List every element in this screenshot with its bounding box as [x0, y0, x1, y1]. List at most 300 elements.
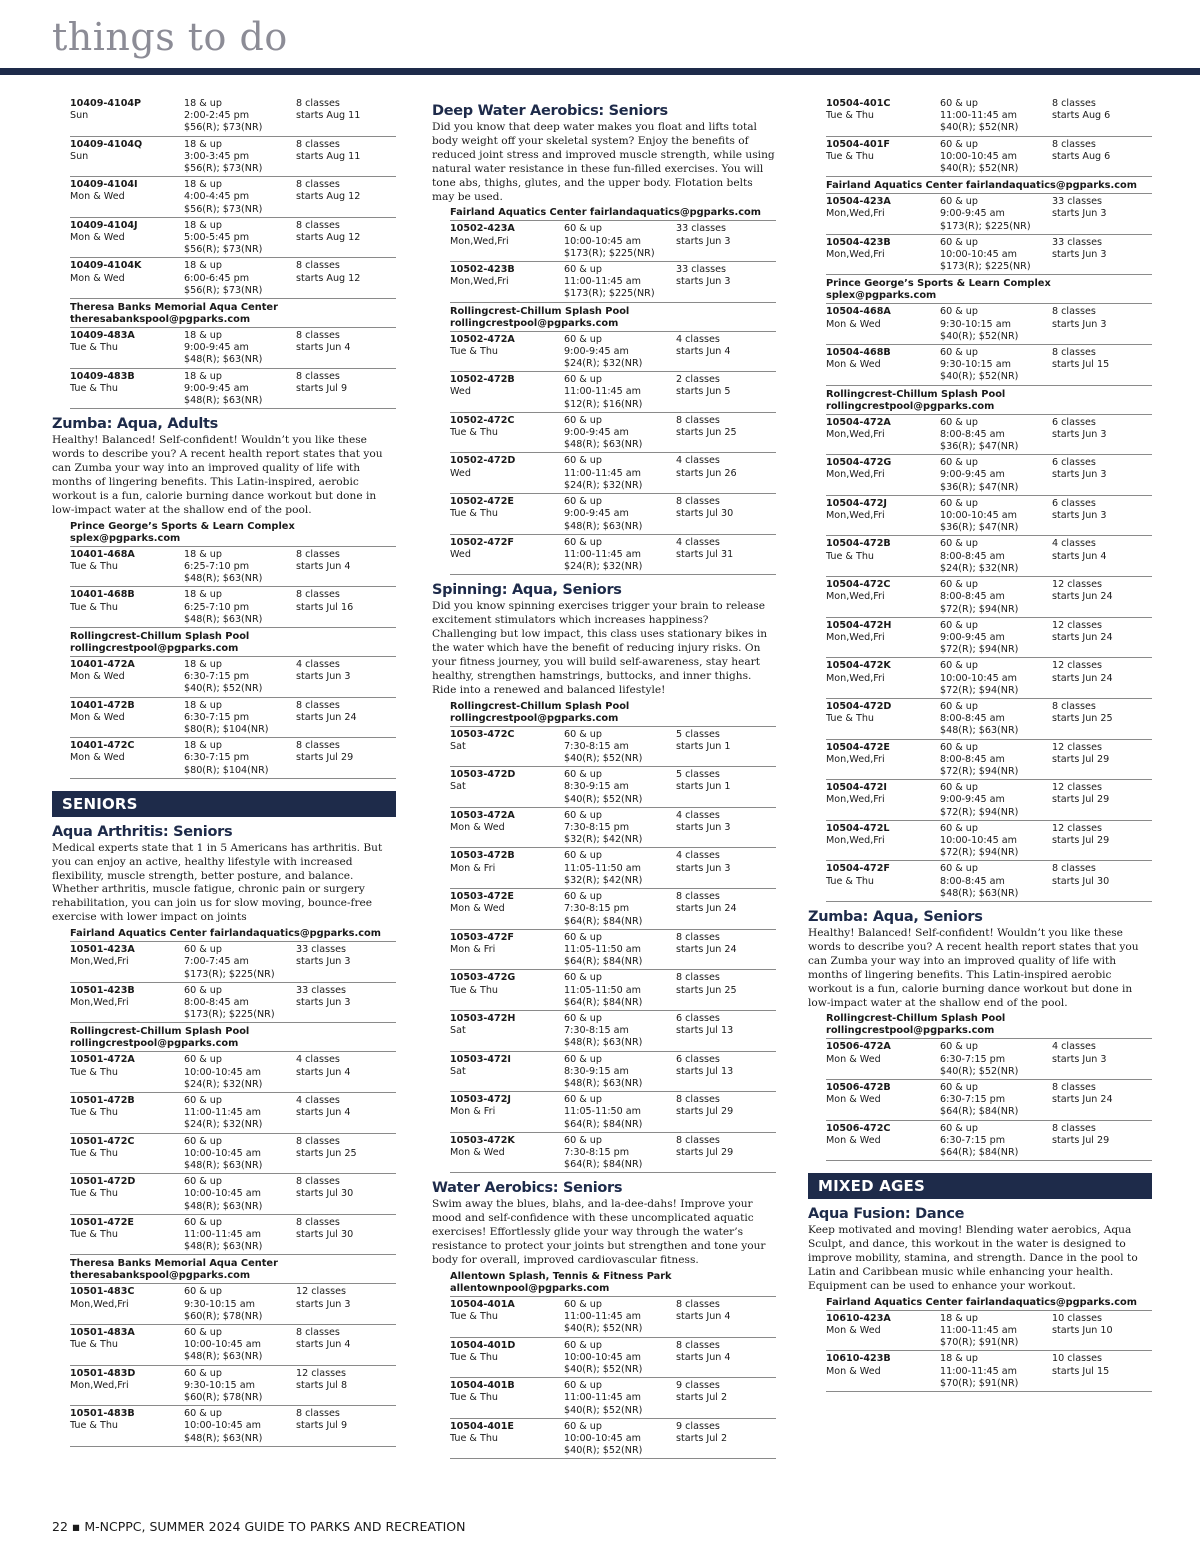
course-code: 10409-4104K [70, 260, 142, 272]
age-range: 60 & up [564, 414, 602, 426]
session-row [70, 1093, 396, 1134]
session-id-cell [450, 972, 564, 1009]
age-range: 60 & up [564, 536, 602, 548]
start-date: starts Jun 3 [1052, 469, 1107, 481]
session-detail-cell [184, 1136, 296, 1173]
start-date: starts Jun 24 [1052, 672, 1113, 684]
course-code: 10503-472I [450, 1053, 511, 1065]
session-time: 10:00-10:45 am [940, 672, 1018, 684]
age-range: 60 & up [564, 455, 602, 467]
session-count-cell [676, 891, 776, 928]
session-row [450, 535, 776, 576]
session-row [826, 137, 1152, 178]
session-time: 6:30-7:15 pm [184, 671, 250, 683]
session-count-cell [1052, 1353, 1152, 1390]
age-range: 18 & up [184, 219, 222, 231]
age-range: 60 & up [940, 538, 978, 550]
class-count: 8 classes [1052, 1122, 1096, 1134]
session-count-cell [676, 1340, 776, 1377]
location-group [808, 275, 1152, 385]
session-list [70, 942, 396, 1023]
age-range: 60 & up [564, 1339, 602, 1351]
session-time: 9:00-9:45 am [940, 208, 1005, 220]
age-range: 60 & up [564, 1298, 602, 1310]
section-heading: SENIORS [52, 791, 396, 817]
session-count-cell [296, 700, 396, 737]
session-fee: $24(R); $32(NR) [564, 358, 643, 370]
class-count: 8 classes [1052, 863, 1096, 875]
session-count-cell [1052, 196, 1152, 233]
location-line: Prince George’s Sports & Learn Complex [70, 520, 295, 532]
location-group [808, 1294, 1152, 1392]
column-right [808, 96, 1152, 1392]
course-code: 10504-401F [826, 138, 890, 150]
start-date: starts Aug 12 [296, 232, 361, 244]
location-group [52, 96, 396, 299]
session-id-cell [70, 740, 184, 777]
start-date: starts Jul 30 [296, 1188, 354, 1200]
session-id-cell [70, 1327, 184, 1364]
session-id-cell [826, 620, 940, 657]
age-range: 60 & up [564, 374, 602, 386]
session-row [826, 345, 1152, 386]
session-count-cell [676, 374, 776, 411]
start-date: starts Jun 4 [296, 1107, 351, 1119]
session-count-cell [1052, 1123, 1152, 1160]
session-count-cell [1052, 498, 1152, 535]
start-date: starts Jun 25 [1052, 713, 1113, 725]
start-date: starts Jun 24 [1052, 1094, 1113, 1106]
session-time: 11:00-11:45 am [184, 1107, 262, 1119]
session-days: Sat [450, 740, 466, 752]
session-fee: $48(R); $63(NR) [184, 573, 263, 585]
course-code: 10501-483C [70, 1286, 135, 1298]
session-count-cell [1052, 306, 1152, 343]
class-count: 4 classes [676, 809, 720, 821]
session-row [826, 96, 1152, 137]
session-fee: $56(R); $73(NR) [184, 203, 263, 215]
course-code: 10409-4104Q [70, 138, 143, 150]
session-count-cell [296, 1408, 396, 1445]
session-row [826, 1351, 1152, 1392]
course-title: Deep Water Aerobics: Seniors [432, 103, 668, 119]
session-detail-cell [184, 1327, 296, 1364]
session-days: Mon & Wed [826, 1365, 881, 1377]
session-count-cell [1052, 98, 1152, 135]
start-date: starts Jun 4 [1052, 550, 1107, 562]
start-date: starts Jul 29 [676, 1106, 734, 1118]
session-time: 9:00-9:45 am [940, 794, 1005, 806]
age-range: 60 & up [184, 1095, 222, 1107]
session-detail-cell [184, 260, 296, 297]
session-id-cell [826, 98, 940, 135]
session-count-cell [296, 549, 396, 586]
session-fee: $64(R); $84(NR) [564, 996, 643, 1008]
session-detail-cell [184, 589, 296, 626]
session-days: Mon,Wed,Fri [826, 208, 885, 220]
session-detail-cell [564, 1299, 676, 1336]
session-count-cell [676, 415, 776, 452]
session-id-cell [826, 782, 940, 819]
start-date: starts Jun 4 [296, 1339, 351, 1351]
session-id-cell [450, 1054, 564, 1091]
session-count-cell [296, 1176, 396, 1213]
course-code: 10401-472C [70, 740, 135, 752]
session-fee: $56(R); $73(NR) [184, 244, 263, 256]
session-id-cell [70, 1286, 184, 1323]
course-code: 10503-472A [450, 809, 515, 821]
session-row [70, 1052, 396, 1093]
session-detail-cell [940, 417, 1052, 454]
session-id-cell [450, 334, 564, 371]
class-count: 8 classes [676, 972, 720, 984]
session-id-cell [70, 985, 184, 1022]
start-date: starts Jun 4 [296, 1066, 351, 1078]
class-count: 33 classes [296, 984, 346, 996]
session-id-cell [70, 371, 184, 408]
course-code: 10401-468A [70, 548, 135, 560]
session-count-cell [296, 944, 396, 981]
location-line: Fairland Aquatics Center fairlandaquatics@pgparks.com [70, 928, 381, 940]
age-range: 60 & up [940, 416, 978, 428]
location-heading [450, 698, 776, 727]
session-id-cell [450, 1299, 564, 1336]
course-block [52, 823, 396, 925]
start-date: starts Jun 4 [296, 342, 351, 354]
session-id-cell [450, 729, 564, 766]
start-date: starts Jun 3 [1052, 510, 1107, 522]
session-detail-cell [940, 237, 1052, 274]
session-days: Tue & Thu [70, 1107, 118, 1119]
session-row [70, 1284, 396, 1325]
session-time: 8:00-8:45 am [940, 875, 1005, 887]
session-row [70, 1134, 396, 1175]
session-detail-cell [184, 740, 296, 777]
session-fee: $72(R); $94(NR) [940, 603, 1019, 615]
session-id-cell [450, 1135, 564, 1172]
session-row [826, 455, 1152, 496]
age-range: 18 & up [184, 179, 222, 191]
class-count: 8 classes [676, 1094, 720, 1106]
session-fee: $40(R); $52(NR) [940, 163, 1019, 175]
session-id-cell [450, 264, 564, 301]
course-code: 10503-472E [450, 891, 514, 903]
class-count: 6 classes [676, 1053, 720, 1065]
course-code: 10506-472C [826, 1122, 891, 1134]
class-count: 9 classes [676, 1420, 720, 1432]
session-fee: $36(R); $47(NR) [940, 481, 1019, 493]
session-id-cell [826, 538, 940, 575]
age-range: 60 & up [564, 850, 602, 862]
location-group [52, 1023, 396, 1255]
session-count-cell [1052, 823, 1152, 860]
session-row [70, 137, 396, 178]
session-detail-cell [940, 538, 1052, 575]
session-row [450, 1378, 776, 1419]
session-count-cell [1052, 237, 1152, 274]
session-row [826, 618, 1152, 659]
session-id-cell [826, 139, 940, 176]
session-id-cell [70, 1408, 184, 1445]
class-count: 4 classes [1052, 1041, 1096, 1053]
session-fee: $40(R); $52(NR) [940, 330, 1019, 342]
location-line: Rollingcrest-Chillum Splash Pool [70, 630, 250, 642]
age-range: 18 & up [184, 98, 222, 109]
session-time: 8:00-8:45 am [184, 997, 249, 1008]
location-group [808, 177, 1152, 275]
session-id-cell [450, 1421, 564, 1458]
age-range: 60 & up [940, 619, 978, 631]
location-group [432, 698, 776, 1174]
class-count: 8 classes [676, 1298, 720, 1310]
age-range: 18 & up [184, 138, 222, 150]
location-group [52, 518, 396, 628]
session-fee: $40(R); $52(NR) [940, 371, 1019, 383]
course-code: 10401-472B [70, 699, 135, 711]
age-range: 60 & up [564, 809, 602, 821]
session-days: Mon,Wed,Fri [826, 591, 885, 603]
session-fee: $24(R); $32(NR) [184, 1119, 263, 1131]
location-line: Fairland Aquatics Center fairlandaquatics@pgparks.com [450, 207, 761, 219]
session-count-cell [676, 932, 776, 969]
course-block [808, 1205, 1152, 1294]
course-code: 10501-472C [70, 1135, 135, 1147]
location-line: Rollingcrest-Chillum Splash Pool [70, 1026, 250, 1038]
course-code: 10501-423B [70, 984, 135, 996]
session-row [70, 1174, 396, 1215]
session-days: Mon & Wed [70, 272, 125, 284]
class-count: 33 classes [1052, 236, 1102, 248]
course-code: 10503-472K [450, 1134, 515, 1146]
session-id-cell [70, 700, 184, 737]
session-days: Tue & Thu [450, 984, 498, 996]
session-time: 11:05-11:50 am [564, 862, 642, 874]
session-time: 10:00-10:45 am [184, 1420, 262, 1432]
start-date: starts Jun 24 [1052, 591, 1113, 603]
session-detail-cell [564, 496, 676, 533]
session-fee: $64(R); $84(NR) [940, 1106, 1019, 1118]
session-fee: $60(R); $78(NR) [184, 1392, 263, 1404]
session-fee: $48(R); $63(NR) [184, 395, 263, 407]
session-time: 7:30-8:15 pm [564, 1146, 630, 1158]
age-range: 60 & up [940, 700, 978, 712]
session-detail-cell [940, 701, 1052, 738]
session-fee: $48(R); $63(NR) [184, 1351, 263, 1363]
course-code: 10503-472B [450, 850, 515, 862]
session-time: 3:00-3:45 pm [184, 150, 250, 162]
page-title: things to do [52, 15, 288, 59]
session-count-cell [296, 985, 396, 1022]
session-time: 10:00-10:45 am [940, 150, 1018, 162]
session-id-cell [70, 139, 184, 176]
session-time: 7:00-7:45 am [184, 956, 249, 968]
session-count-cell [676, 1135, 776, 1172]
session-list [826, 194, 1152, 275]
location-line: splex@pgparks.com [70, 532, 181, 544]
session-count-cell [676, 455, 776, 492]
age-range: 60 & up [564, 891, 602, 903]
session-detail-cell [564, 729, 676, 766]
course-title: Zumba: Aqua, Adults [52, 416, 218, 433]
course-code: 10409-483B [70, 370, 135, 382]
location-heading [826, 177, 1152, 194]
age-range: 60 & up [940, 822, 978, 834]
class-count: 8 classes [1052, 1082, 1096, 1094]
age-range: 60 & up [564, 1012, 602, 1024]
class-count: 8 classes [296, 370, 340, 382]
session-days: Mon,Wed,Fri [826, 249, 885, 261]
start-date: starts Aug 11 [296, 150, 361, 162]
start-date: starts Jun 3 [676, 862, 731, 874]
course-code: 10501-483D [70, 1367, 136, 1379]
location-group [52, 1255, 396, 1446]
session-days: Tue & Thu [450, 508, 498, 520]
class-count: 8 classes [1052, 306, 1096, 318]
session-time: 2:00-2:45 pm [184, 110, 250, 122]
location-heading [450, 1268, 776, 1297]
start-date: starts Jun 25 [676, 427, 737, 439]
session-time: 6:25-7:10 pm [184, 601, 250, 613]
course-code: 10504-472L [826, 822, 890, 834]
session-days: Wed [450, 548, 471, 560]
session-detail-cell [564, 223, 676, 260]
course-code: 10504-472K [826, 660, 891, 672]
session-fee: $64(R); $84(NR) [564, 1118, 643, 1130]
session-fee: $64(R); $84(NR) [940, 1147, 1019, 1159]
session-list [826, 96, 1152, 177]
session-days: Mon,Wed,Fri [450, 276, 509, 288]
session-days: Tue & Thu [450, 1351, 498, 1363]
age-range: 60 & up [940, 98, 978, 109]
class-count: 12 classes [1052, 741, 1102, 753]
session-detail-cell [564, 334, 676, 371]
session-count-cell [296, 659, 396, 696]
session-row [826, 780, 1152, 821]
session-days: Mon & Wed [826, 359, 881, 371]
course-code: 10504-401E [450, 1420, 514, 1432]
class-count: 33 classes [296, 944, 346, 956]
session-days: Tue & Thu [826, 713, 874, 725]
age-range: 60 & up [564, 972, 602, 984]
session-detail-cell [184, 985, 296, 1022]
session-count-cell [296, 139, 396, 176]
session-id-cell [450, 455, 564, 492]
session-id-cell [70, 220, 184, 257]
session-days: Tue & Thu [70, 1147, 118, 1159]
course-code: 10502-472E [450, 496, 514, 508]
location-line: theresabankspool@pgparks.com [70, 1270, 251, 1282]
session-fee: $72(R); $94(NR) [940, 765, 1019, 777]
session-row [450, 221, 776, 262]
session-row [826, 577, 1152, 618]
session-detail-cell [184, 179, 296, 216]
session-days: Tue & Thu [450, 1432, 498, 1444]
session-days: Mon,Wed,Fri [826, 672, 885, 684]
start-date: starts Jul 13 [676, 1065, 734, 1077]
session-row [450, 1338, 776, 1379]
session-row [70, 258, 396, 299]
session-list [450, 221, 776, 302]
session-days: Mon & Wed [450, 903, 505, 915]
course-code: 10502-472F [450, 536, 514, 548]
age-range: 60 & up [940, 306, 978, 318]
class-count: 8 classes [676, 1339, 720, 1351]
course-block [432, 581, 776, 697]
session-row [450, 727, 776, 768]
start-date: starts Jun 3 [296, 671, 351, 683]
session-detail-cell [940, 1041, 1052, 1078]
age-range: 60 & up [940, 579, 978, 591]
course-code: 10504-472C [826, 579, 891, 591]
session-days: Mon & Wed [70, 232, 125, 244]
class-count: 2 classes [676, 374, 720, 386]
session-id-cell [70, 1095, 184, 1132]
session-detail-cell [184, 220, 296, 257]
session-detail-cell [940, 863, 1052, 900]
location-line: Theresa Banks Memorial Aqua Center [70, 302, 278, 314]
session-detail-cell [564, 1013, 676, 1050]
start-date: starts Jun 25 [296, 1147, 357, 1159]
age-range: 60 & up [564, 931, 602, 943]
session-count-cell [296, 1286, 396, 1323]
start-date: starts Aug 11 [296, 110, 361, 122]
start-date: starts Jun 3 [1052, 249, 1107, 261]
class-count: 8 classes [296, 740, 340, 752]
age-range: 60 & up [564, 333, 602, 345]
session-row [450, 848, 776, 889]
age-range: 60 & up [564, 769, 602, 781]
session-list [70, 547, 396, 628]
class-count: 8 classes [296, 138, 340, 150]
age-range: 60 & up [564, 1053, 602, 1065]
session-time: 8:00-8:45 am [940, 550, 1005, 562]
location-line: Prince George’s Sports & Learn Complex [826, 278, 1051, 290]
class-count: 8 classes [1052, 98, 1096, 109]
session-count-cell [1052, 1313, 1152, 1350]
session-row [450, 1297, 776, 1338]
session-time: 11:05-11:50 am [564, 984, 642, 996]
course-description: Healthy! Balanced! Self-confident! Wouldn’t you like these words to describe you? A recent health report states that you can Zumba your way into an improved quality of life with months of lingering benefits. This Latin-inspired, aerobic workout is a fun, calorie burning dance workout but done in low-impact water at the shallow end of the pool. [52, 434, 383, 516]
session-count-cell [1052, 457, 1152, 494]
course-code: 10502-472A [450, 333, 515, 345]
start-date: starts Jul 29 [1052, 1134, 1110, 1146]
session-detail-cell [940, 1313, 1052, 1350]
session-count-cell [676, 729, 776, 766]
location-group [808, 386, 1152, 902]
session-row [70, 657, 396, 698]
session-fee: $36(R); $47(NR) [940, 522, 1019, 534]
course-code: 10504-472E [826, 741, 890, 753]
course-code: 10506-472A [826, 1041, 891, 1053]
session-time: 9:00-9:45 am [564, 427, 629, 439]
session-row [826, 740, 1152, 781]
session-row [70, 369, 396, 410]
session-fee: $56(R); $73(NR) [184, 163, 263, 175]
session-days: Wed [450, 386, 471, 398]
session-time: 5:00-5:45 pm [184, 232, 250, 244]
session-fee: $40(R); $52(NR) [184, 683, 263, 695]
age-range: 60 & up [940, 497, 978, 509]
session-days: Mon & Wed [70, 671, 125, 683]
class-count: 5 classes [676, 728, 720, 740]
session-id-cell [70, 549, 184, 586]
session-days: Mon,Wed,Fri [70, 956, 129, 968]
session-id-cell [826, 579, 940, 616]
start-date: starts Jun 24 [676, 943, 737, 955]
age-range: 60 & up [564, 1094, 602, 1106]
header-rule [0, 68, 1200, 75]
location-heading [450, 204, 776, 221]
